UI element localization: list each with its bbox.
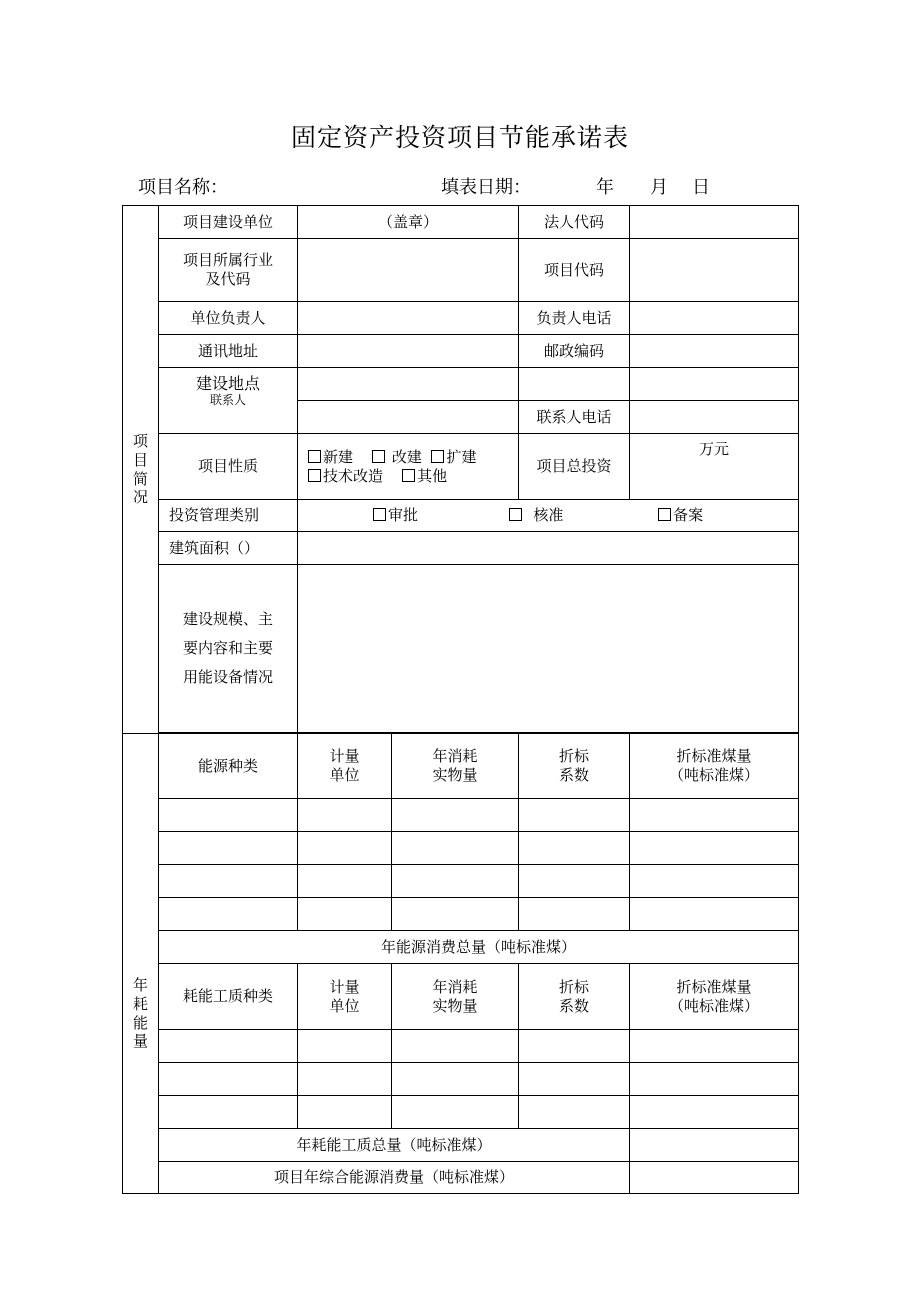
table-row bbox=[123, 799, 799, 832]
site-extra-field[interactable] bbox=[630, 368, 799, 401]
nature-label: 项目性质 bbox=[159, 434, 298, 500]
energy-total-row: 年能源消费总量（吨标准煤） bbox=[159, 931, 799, 964]
medium-type-header: 耗能工质种类 bbox=[159, 964, 298, 1030]
leader-phone-field[interactable] bbox=[630, 302, 799, 335]
leader-phone-label: 负责人电话 bbox=[519, 302, 630, 335]
date-month-label: 月 bbox=[650, 177, 668, 198]
address-label: 通讯地址 bbox=[159, 335, 298, 368]
form-title: 固定资产投资项目节能承诺表 bbox=[290, 123, 629, 152]
medium-total-field[interactable] bbox=[630, 1129, 799, 1162]
leader-field[interactable] bbox=[298, 302, 519, 335]
grand-total-label: 项目年综合能源消费量（吨标准煤） bbox=[159, 1162, 630, 1194]
energy-std-header: 折标准煤量 （吨标准煤） bbox=[630, 734, 799, 799]
contact-phone-label: 联系人电话 bbox=[519, 401, 630, 434]
date-day-label: 日 bbox=[692, 177, 710, 198]
industry-label: 项目所属行业 及代码 bbox=[159, 239, 298, 302]
table-row bbox=[123, 865, 799, 898]
contact-field[interactable] bbox=[298, 401, 519, 434]
medium-std-header: 折标准煤量 （吨标准煤） bbox=[630, 964, 799, 1030]
nature-option-other[interactable]: 其他 bbox=[402, 467, 447, 485]
total-invest-label: 项目总投资 bbox=[519, 434, 630, 500]
energy-commitment-table bbox=[122, 205, 799, 1194]
project-code-field[interactable] bbox=[630, 239, 799, 302]
table-row bbox=[123, 1096, 799, 1129]
industry-field[interactable] bbox=[298, 239, 519, 302]
postcode-label: 邮政编码 bbox=[519, 335, 630, 368]
mgmt-option-approve[interactable]: 审批 bbox=[373, 506, 418, 524]
checkbox-icon bbox=[308, 450, 321, 463]
nature-options bbox=[298, 434, 519, 500]
table-row bbox=[123, 1063, 799, 1096]
scale-field[interactable] bbox=[298, 565, 799, 733]
site-field[interactable] bbox=[298, 368, 519, 401]
checkbox-icon bbox=[372, 450, 385, 463]
medium-qty-header: 年消耗 实物量 bbox=[392, 964, 519, 1030]
checkbox-icon bbox=[509, 508, 522, 521]
leader-label: 单位负责人 bbox=[159, 302, 298, 335]
mgmt-option-record[interactable]: 备案 bbox=[658, 506, 703, 524]
checkbox-icon bbox=[658, 508, 671, 521]
fill-date-label: 填表日期： bbox=[441, 177, 531, 198]
energy-type-header: 能源种类 bbox=[159, 734, 298, 799]
site-label: 建设地点 bbox=[195, 374, 260, 393]
address-field[interactable] bbox=[298, 335, 519, 368]
checkbox-icon bbox=[431, 450, 444, 463]
blank-label-cell bbox=[519, 368, 630, 401]
unit-label: 项目建设单位 bbox=[159, 206, 298, 239]
energy-qty-header: 年消耗 实物量 bbox=[392, 734, 519, 799]
nature-option-new[interactable]: 新建 bbox=[308, 448, 353, 466]
energy-unit-header: 计量 单位 bbox=[298, 734, 392, 799]
area-label: 建筑面积（） bbox=[159, 532, 298, 565]
legal-code-field[interactable] bbox=[630, 206, 799, 239]
total-invest-field[interactable] bbox=[630, 434, 799, 500]
mgmt-label: 投资管理类别 bbox=[159, 500, 298, 532]
legal-code-label: 法人代码 bbox=[519, 206, 630, 239]
table-row bbox=[123, 898, 799, 931]
nature-option-expand[interactable]: 扩建 bbox=[431, 448, 476, 466]
area-field[interactable] bbox=[298, 532, 799, 565]
invest-unit: 万元 bbox=[699, 440, 730, 458]
energy-side-label: 年 耗 能 量 bbox=[123, 734, 159, 1194]
mgmt-option-verify[interactable]: 核准 bbox=[509, 506, 564, 524]
mgmt-options bbox=[298, 500, 799, 532]
project-code-label: 项目代码 bbox=[519, 239, 630, 302]
medium-unit-header: 计量 单位 bbox=[298, 964, 392, 1030]
table-row bbox=[123, 832, 799, 865]
checkbox-icon bbox=[373, 508, 386, 521]
checkbox-icon bbox=[402, 469, 415, 482]
contact-phone-field[interactable] bbox=[630, 401, 799, 434]
energy-coef-header: 折标 系数 bbox=[519, 734, 630, 799]
nature-option-tech[interactable]: 技术改造 bbox=[308, 467, 383, 485]
date-year-label: 年 bbox=[596, 177, 614, 198]
project-name-label: 项目名称： bbox=[138, 177, 228, 198]
medium-coef-header: 折标 系数 bbox=[519, 964, 630, 1030]
seal-field[interactable]: （盖章） bbox=[298, 206, 519, 239]
overview-side-label: 项 目 简 况 bbox=[123, 206, 159, 734]
nature-option-rebuild[interactable]: 改建 bbox=[372, 448, 422, 466]
medium-total-label: 年耗能工质总量（吨标准煤） bbox=[159, 1129, 630, 1162]
checkbox-icon bbox=[308, 469, 321, 482]
site-contact-label-cell bbox=[159, 368, 298, 434]
table-row bbox=[123, 1030, 799, 1063]
scale-label: 建设规模、主 要内容和主要 用能设备情况 bbox=[159, 565, 298, 733]
contact-label: 联系人 bbox=[209, 393, 246, 407]
grand-total-field[interactable] bbox=[630, 1162, 799, 1194]
postcode-field[interactable] bbox=[630, 335, 799, 368]
